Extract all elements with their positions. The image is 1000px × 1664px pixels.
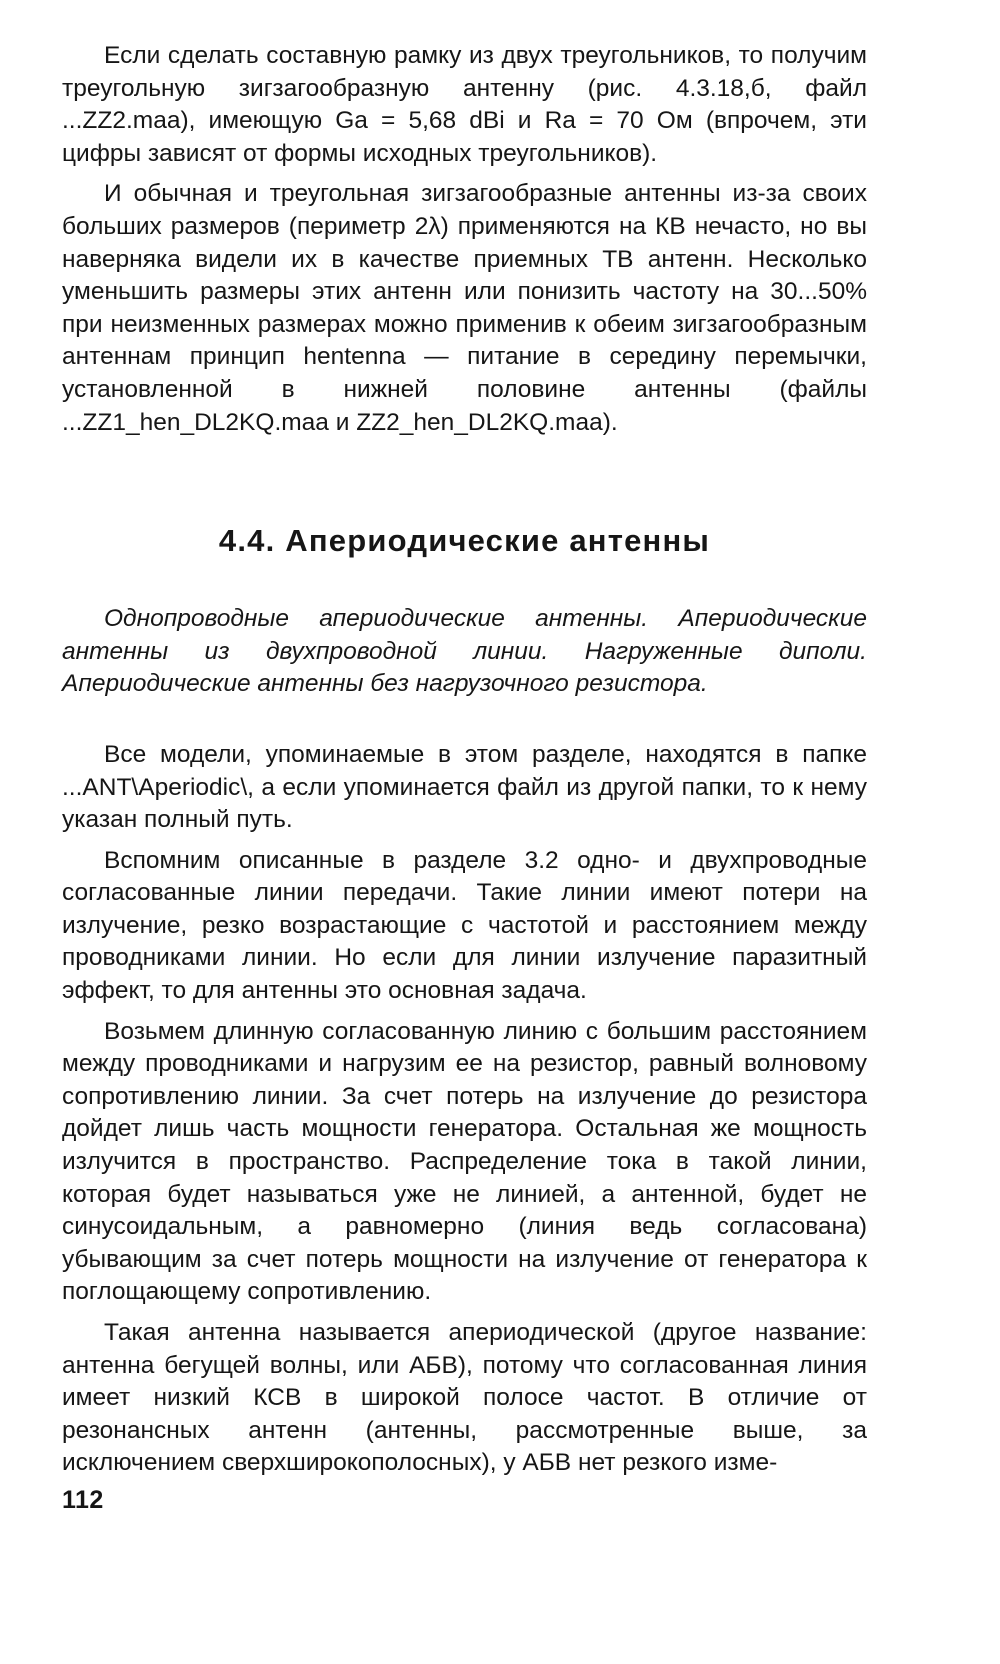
paragraph-gap <box>62 1309 867 1317</box>
paragraph-travelling-wave: Такая антенна называется апериодической (другое название: антенна бегущей волны, или АБВ), потому что согласованная линия имеет низкий КСВ в широкой полосе частот. В отличие от резонансных антенн (антенны, рассмотренные выше, за исключением сверхширокополосных), у АБВ нет резкого изме- <box>62 1319 867 1477</box>
section-abstract: Однопроводные апериодические антенны. Апериодические антенны из двухпроводной линии. Нагруженные диполи. Апериодические антенны без нагрузочного резистора. <box>62 605 867 698</box>
page-number: 112 <box>62 1486 104 1514</box>
paragraph-gap <box>62 1008 867 1016</box>
section-body <box>62 739 867 1480</box>
paragraph-gap <box>62 170 867 178</box>
paragraph-long-line: Возьмем длинную согласованную линию с большим расстоянием между проводниками и нагрузим ее на резистор, равный волновому сопротивлению линии. За счет потерь на излучение до резистора дойдет лишь часть мощности генератора. Остальная же мощность излучится в пространство. Распределение тока в такой линии, которая будет называться уже не линией, а антенной, будет не синусоидальным, а равномерно (линия ведь согласована) убывающим за счет потерь мощности на излучение от генератора к поглощающему сопротивлению. <box>62 1017 867 1306</box>
book-page <box>62 40 867 1480</box>
paragraph-matched-lines: Вспомним описанные в разделе 3.2 одно- и двухпроводные согласованные линии передачи. Такие линии имеют потери на излучение, резко возрастающие с частотой и расстоянием между проводниками линии. Но если для линии излучение паразитный эффект, то для антенны это основная задача. <box>62 846 867 1005</box>
paragraph-models-folder: Все модели, упоминаемые в этом разделе, находятся в папке ...ANT\Aperiodic\, а если упоминается файл из другой папки, то к нему указан полный путь. <box>62 740 867 834</box>
paragraph-hentenna: И обычная и треугольная зигзагообразные антенны из-за своих больших размеров (периметр 2λ) применяются на КВ нечасто, но вы наверняка видели их в качестве приемных ТВ антенн. Несколько уменьшить размеры этих антенн или понизить частоту на 30...50% при неизменных размерах можно применив к обеим зигзагообразным антеннам принцип hentenna — питание в середину перемычки, установленной в нижней половине антенны (файлы ...ZZ1_hen_DL2KQ.maa и ZZ2_hen_DL2KQ.maa). <box>62 180 867 436</box>
paragraph-gap <box>62 837 867 845</box>
section-heading: 4.4. Апериодические антенны <box>218 523 711 559</box>
paragraph-triangular-zigzag: Если сделать составную рамку из двух треугольников, то получим треугольную зигзагообразную антенну (рис. 4.3.18,б, файл ...ZZ2.maa), имеющую Ga = 5,68 dBi и Ra = 70 Ом (впрочем, эти цифры зависят от формы исходных треугольников). <box>62 42 867 167</box>
